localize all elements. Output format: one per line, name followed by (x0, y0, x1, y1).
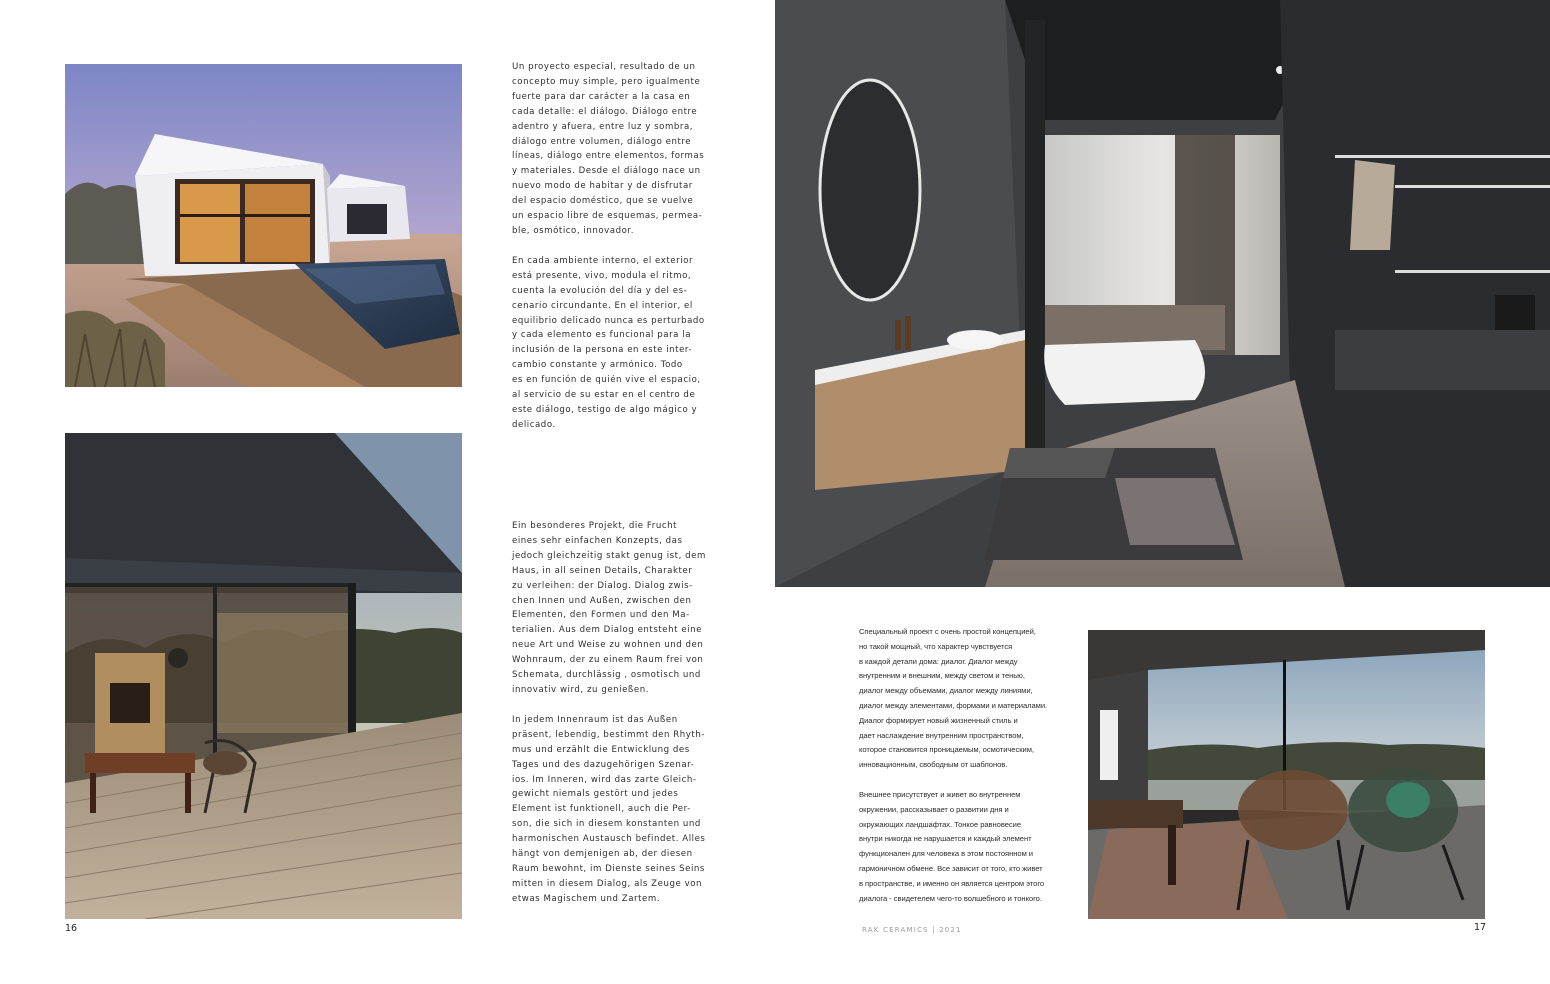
text-line: окружающих ландшафтах. Тонкое равновесие (859, 819, 1022, 829)
living-room-chairs-view-photo (1088, 630, 1485, 919)
text-line: y materiales. Desde el diálogo nace un (512, 166, 701, 177)
text-line: внутренним и внешним, между светом и тенью, (859, 671, 1025, 681)
text-line: которое становится проницаемым, осмотическим, (859, 745, 1034, 755)
text-line: mus und erzählt die Entwicklung des (512, 744, 690, 755)
text-line: диалог между объемами, диалог между линиями, (859, 686, 1033, 696)
dark-bathroom-interior-photo (775, 0, 1550, 587)
text-line: jedoch gleichzeitig stakt genug ist, dem (512, 550, 706, 561)
text-line: chen Innen und Außen, zwischen den (512, 595, 692, 606)
text-line: In jedem Innenraum ist das Außen (512, 714, 678, 725)
text-line: Elementen, den Formen und den Ma- (512, 610, 690, 621)
text-line: eines sehr einfachen Konzepts, das (512, 535, 683, 546)
text-line: cambio constante y armónico. Todo (512, 360, 683, 371)
glass-living-room-terrace-photo (65, 433, 462, 919)
text-line: в пространстве, и именно он является центром этого (859, 878, 1045, 888)
text-line: gewicht niemals gestört und jedes (512, 789, 679, 800)
text-line: diálogo entre volumen, diálogo entre (512, 136, 692, 147)
page-number-left: 16 (65, 923, 78, 934)
text-line: диалог между элементами, формами и материалами. (859, 700, 1048, 710)
text-line: Диалог формирует новый жизненный стиль и (859, 715, 1018, 725)
text-line: cuenta la evolución del día y del es- (512, 285, 688, 296)
text-line: Raum bewohnt, im Dienste seines Seins (512, 863, 705, 874)
text-line: Tages und des dazugehörigen Szenar- (512, 759, 695, 770)
text-line: adentro y afuera, entre luz y sombra, (512, 121, 694, 132)
text-line: инновационным, свободным от шаблонов. (859, 760, 1008, 770)
text-line: Un proyecto especial, resultado de un (512, 62, 696, 72)
text-line: функционален для человека в этом постоянном и (859, 849, 1034, 859)
text-line: al servicio de su estar en el centro de (512, 390, 696, 401)
text-line: En cada ambiente interno, el exterior (512, 255, 694, 266)
text-line: son, die sich in diesem konstanten und (512, 819, 701, 830)
text-line: es en función de quién vive el espacio, (512, 375, 701, 386)
text-line: дает наслаждение внутренним пространством, (859, 730, 1024, 740)
footer-brand: RAK CERAMICS | 2021 (862, 926, 962, 934)
text-line: líneas, diálogo entre elementos, formas (512, 151, 705, 162)
text-line: un espacio libre de esquemas, permea- (512, 211, 703, 222)
text-line: innovativ wird, zu genießen. (512, 684, 650, 695)
text-line: nuevo modo de habitar y de disfrutar (512, 181, 693, 192)
text-line: y cada elemento es funcional para la (512, 330, 692, 341)
russian-paragraph-2 (859, 788, 1059, 906)
text-line: este diálogo, testigo de algo mágico y (512, 404, 698, 415)
modern-villa-pool-dusk-photo (65, 64, 462, 387)
text-line: но такой мощный, что характер чувствуется (859, 641, 1013, 651)
text-line: внутри никогда не нарушается и каждый элемент (859, 834, 1032, 844)
text-line: Wohnraum, der zu einem Raum frei von (512, 655, 704, 666)
text-line: ios. Im Inneren, wird das zarte Gleich- (512, 774, 697, 785)
text-line: está presente, vivo, modula el ritmo, (512, 270, 692, 281)
text-line: harmonischen Austausch befindet. Alles (512, 834, 706, 845)
text-line: zu verleihen: der Dialog. Dialog zwis- (512, 580, 693, 591)
spanish-text-column (512, 60, 712, 433)
text-line: Специальный проект с очень простой концепцией, (859, 627, 1036, 636)
text-line: окружении, рассказывает о развитии дня и (859, 804, 1009, 814)
text-line: Haus, in all seinen Details, Charakter (512, 565, 693, 576)
text-line: Schemata, durchlässig , osmotisch und (512, 670, 701, 681)
german-paragraph-1 (512, 519, 712, 698)
text-line: в каждой детали дома: диалог. Диалог между (859, 656, 1018, 666)
text-line: Element ist funktionell, auch die Per- (512, 804, 691, 815)
text-line: cenario circundante. En el interior, el (512, 300, 693, 311)
text-line: präsent, lebendig, bestimmt den Rhyth- (512, 729, 705, 740)
text-line: cada detalle: el diálogo. Diálogo entre (512, 106, 698, 117)
spanish-paragraph-2 (512, 254, 712, 433)
german-paragraph-2 (512, 713, 712, 907)
text-line: del espacio doméstico, que se vuelve (512, 196, 694, 207)
text-line: neue Art und Weise zu wohnen und den (512, 640, 704, 651)
spanish-paragraph-1 (512, 60, 712, 239)
text-line: delicado. (512, 419, 556, 430)
text-line: Внешнее присутствует и живет во внутреннем (859, 789, 1021, 799)
text-line: concepto muy simple, pero igualmente (512, 76, 701, 87)
text-line: hängt von demjenigen ab, der diesen (512, 849, 693, 860)
text-line: etwas Magischem und Zartem. (512, 893, 661, 904)
text-line: fuerte para dar carácter a la casa en (512, 91, 691, 102)
text-line: гармоничном обмене. Все зависит от того, кто живет (859, 863, 1043, 873)
text-line: Ein besonderes Projekt, die Frucht (512, 521, 678, 531)
text-line: inclusión de la persona en este inter- (512, 345, 693, 356)
text-line: диалога - свидетелем чего-то волшебного и тонкого. (859, 893, 1042, 903)
text-line: terialien. Aus dem Dialog entsteht eine (512, 625, 702, 636)
russian-paragraph-1 (859, 625, 1059, 773)
text-line: ble, osmótico, innovador. (512, 225, 634, 236)
russian-text-column (859, 625, 1059, 906)
text-line: equilibrio delicado nunca es perturbado (512, 315, 705, 326)
german-text-column (512, 519, 712, 907)
text-line: mitten in diesem Dialog, als Zeuge von (512, 878, 703, 889)
page-number-right: 17 (1474, 922, 1487, 933)
